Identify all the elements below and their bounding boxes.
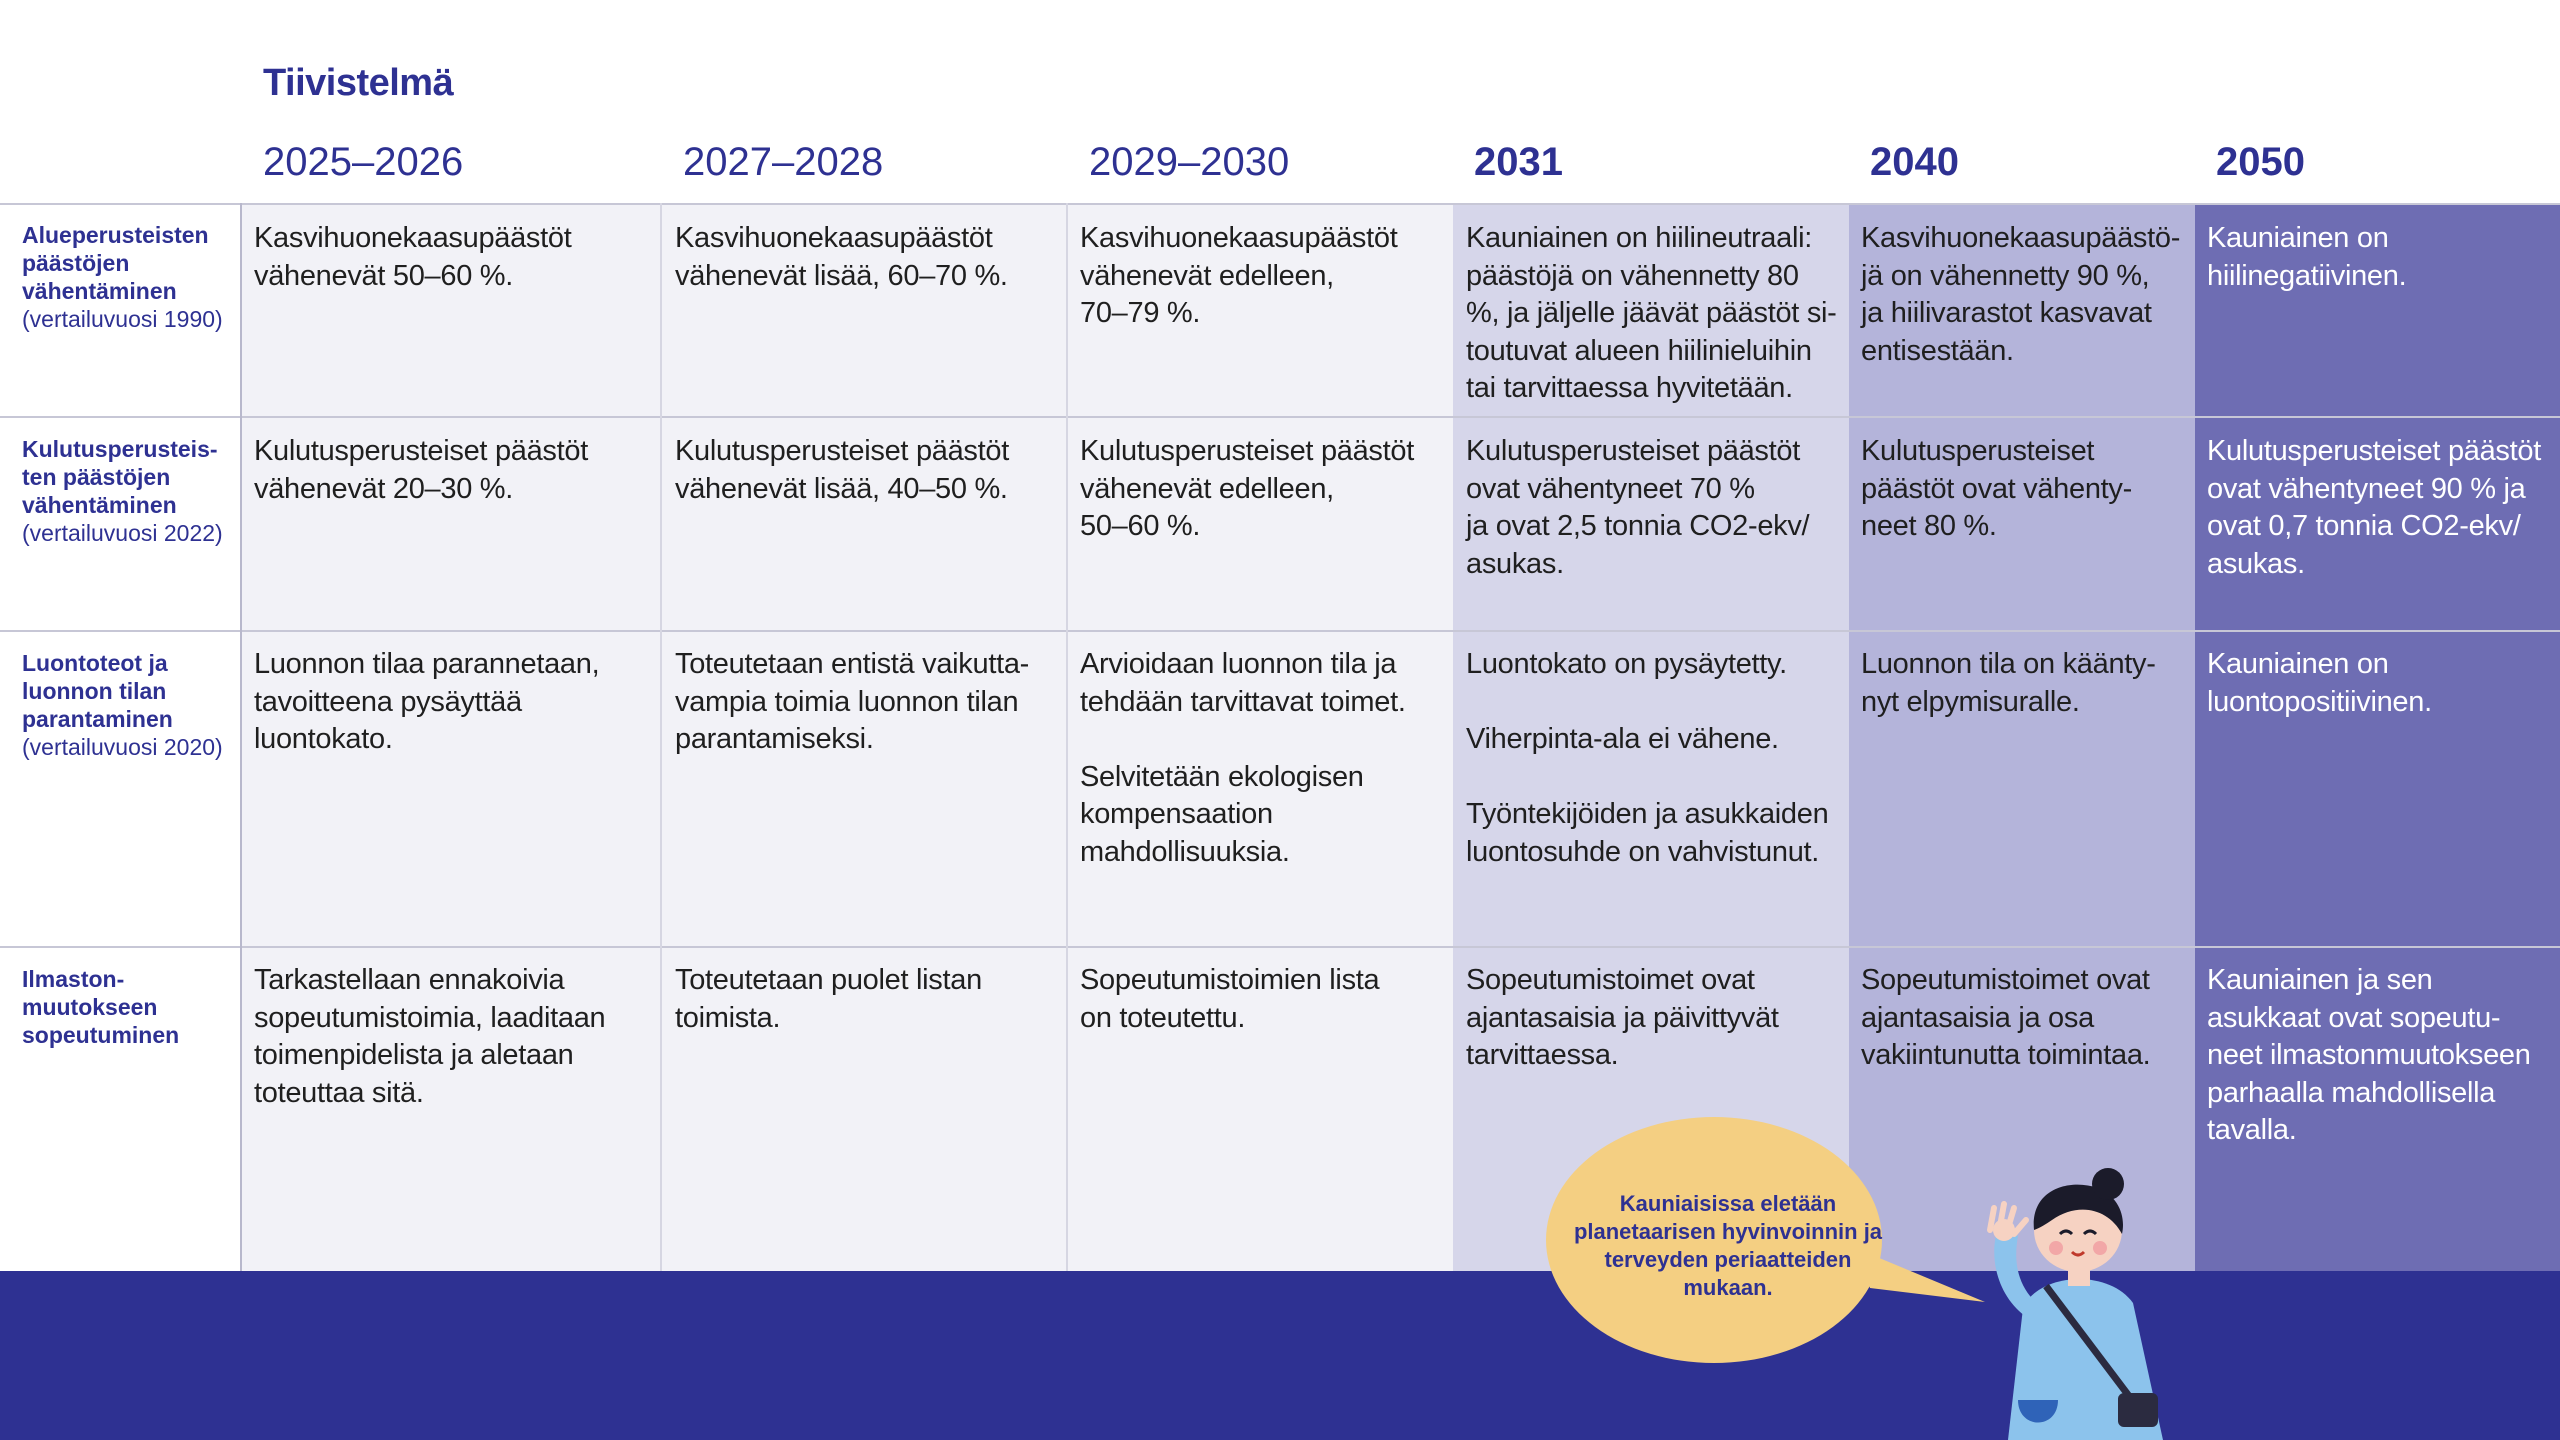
table-cell: Arvioidaan luonnon tila ja tehdään tarvittavat toimet. Selvitetään ekologisen kompensaation mahdollisuuksia. bbox=[1080, 648, 1406, 868]
table-cell: Kauniainen on hiilinegatiivinen. bbox=[2207, 222, 2407, 292]
row-label-title: Kulutusperusteis-ten päästöjen vähentäminen bbox=[22, 436, 218, 518]
table-cell: Kulutusperusteiset päästöt vähenevät edelleen, 50–60 %. bbox=[1080, 435, 1414, 542]
row-label-reference-year: (vertailuvuosi 2020) bbox=[22, 734, 223, 760]
page-title: Tiivistelmä bbox=[263, 62, 454, 104]
speech-bubble-text: Kauniaisissa eletään planetaarisen hyvinvoinnin ja terveyden periaatteiden mukaan. bbox=[1573, 1191, 1883, 1300]
summary-table bbox=[0, 203, 2560, 1271]
row-divider bbox=[0, 946, 2560, 948]
row-label-title: Ilmaston-muutokseen sopeutuminen bbox=[22, 966, 180, 1048]
row-label-climate-adaptation bbox=[22, 965, 227, 1049]
period-2029-2030: 2029–2030 bbox=[1089, 140, 1290, 184]
table-cell: Tarkastellaan ennakoivia sopeutumistoimia, laaditaan toimenpidelista ja aletaan toteuttaa sitä. bbox=[254, 964, 606, 1109]
row-label-reference-year: (vertailuvuosi 1990) bbox=[22, 306, 223, 332]
waving-character-illustration bbox=[1968, 1168, 2168, 1440]
footer-band bbox=[0, 1271, 2560, 1440]
table-cell: Kulutusperusteiset päästöt ovat vähentyneet 90 % ja ovat 0,7 tonnia CO2-ekv/ asukas. bbox=[2207, 435, 2541, 580]
column-divider bbox=[1066, 203, 1068, 1271]
period-2050: 2050 bbox=[2216, 140, 2305, 184]
table-cell: Sopeutumistoimien lista on toteutettu. bbox=[1080, 964, 1380, 1034]
period-2040: 2040 bbox=[1870, 140, 1959, 184]
period-2031: 2031 bbox=[1474, 140, 1563, 184]
period-2025-2026: 2025–2026 bbox=[263, 140, 464, 184]
row-divider bbox=[0, 416, 2560, 418]
table-cell: Sopeutumistoimet ovat ajantasaisia ja päivittyvät tarvittaessa. bbox=[1466, 964, 1779, 1071]
table-cell: Kulutusperusteiset päästöt ovat vähentyneet 70 % ja ovat 2,5 tonnia CO2-ekv/ asukas. bbox=[1466, 435, 1810, 580]
table-cell: Kulutusperusteiset päästöt ovat vähenty- neet 80 %. bbox=[1861, 435, 2132, 542]
table-cell: Toteutetaan entistä vaikutta- vampia toimia luonnon tilan parantamiseksi. bbox=[675, 648, 1030, 755]
row-label-territorial-emissions bbox=[22, 221, 227, 333]
period-2027-2028: 2027–2028 bbox=[683, 140, 884, 184]
table-cell: Toteutetaan puolet listan toimista. bbox=[675, 964, 982, 1034]
table-cell: Sopeutumistoimet ovat ajantasaisia ja osa vakiintunutta toimintaa. bbox=[1861, 964, 2151, 1071]
table-cell: Kasvihuonekaasupäästöt vähenevät lisää, 60–70 %. bbox=[675, 222, 1008, 292]
table-cell: Luonnon tilaa parannetaan, tavoitteena pysäyttää luontokato. bbox=[254, 648, 600, 755]
table-cell: Kasvihuonekaasupäästöt vähenevät 50–60 %. bbox=[254, 222, 572, 292]
table-cell: Luontokato on pysäytetty. Viherpinta-ala ei vähene. Työntekijöiden ja asukkaiden luontosuhde on vahvistunut. bbox=[1466, 648, 1829, 868]
row-label-consumption-emissions bbox=[22, 435, 227, 547]
table-cell: Kauniainen ja sen asukkaat ovat sopeutu- neet ilmastonmuutokseen parhaalla mahdollisella tavalla. bbox=[2207, 964, 2531, 1146]
row-label-reference-year: (vertailuvuosi 2022) bbox=[22, 520, 223, 546]
row-label-nature-actions bbox=[22, 649, 227, 761]
row-label-title: Alueperusteisten päästöjen vähentäminen bbox=[22, 222, 209, 304]
table-cell: Kulutusperusteiset päästöt vähenevät 20–30 %. bbox=[254, 435, 588, 505]
row-label-title: Luontoteot ja luonnon tilan parantaminen bbox=[22, 650, 173, 732]
table-cell: Kulutusperusteiset päästöt vähenevät lisää, 40–50 %. bbox=[675, 435, 1009, 505]
table-cell: Kauniainen on hiilineutraali: päästöjä on vähennetty 80 %, ja jäljelle jäävät päästöt si- toutuvat alueen hiilinieluihin tai tarvittaessa hyvitetään. bbox=[1466, 222, 1837, 404]
column-divider bbox=[660, 203, 662, 1271]
table-cell: Kasvihuonekaasupäästöt vähenevät edelleen, 70–79 %. bbox=[1080, 222, 1398, 329]
column-divider bbox=[240, 203, 242, 1271]
table-cell: Luonnon tila on käänty- nyt elpymisuralle. bbox=[1861, 648, 2156, 718]
table-cell: Kasvihuonekaasupäästö- jä on vähennetty 90 %, ja hiilivarastot kasvavat entisestään. bbox=[1861, 222, 2181, 367]
row-divider bbox=[0, 630, 2560, 632]
table-cell: Kauniainen on luontopositiivinen. bbox=[2207, 648, 2432, 718]
row-divider bbox=[0, 203, 2560, 205]
